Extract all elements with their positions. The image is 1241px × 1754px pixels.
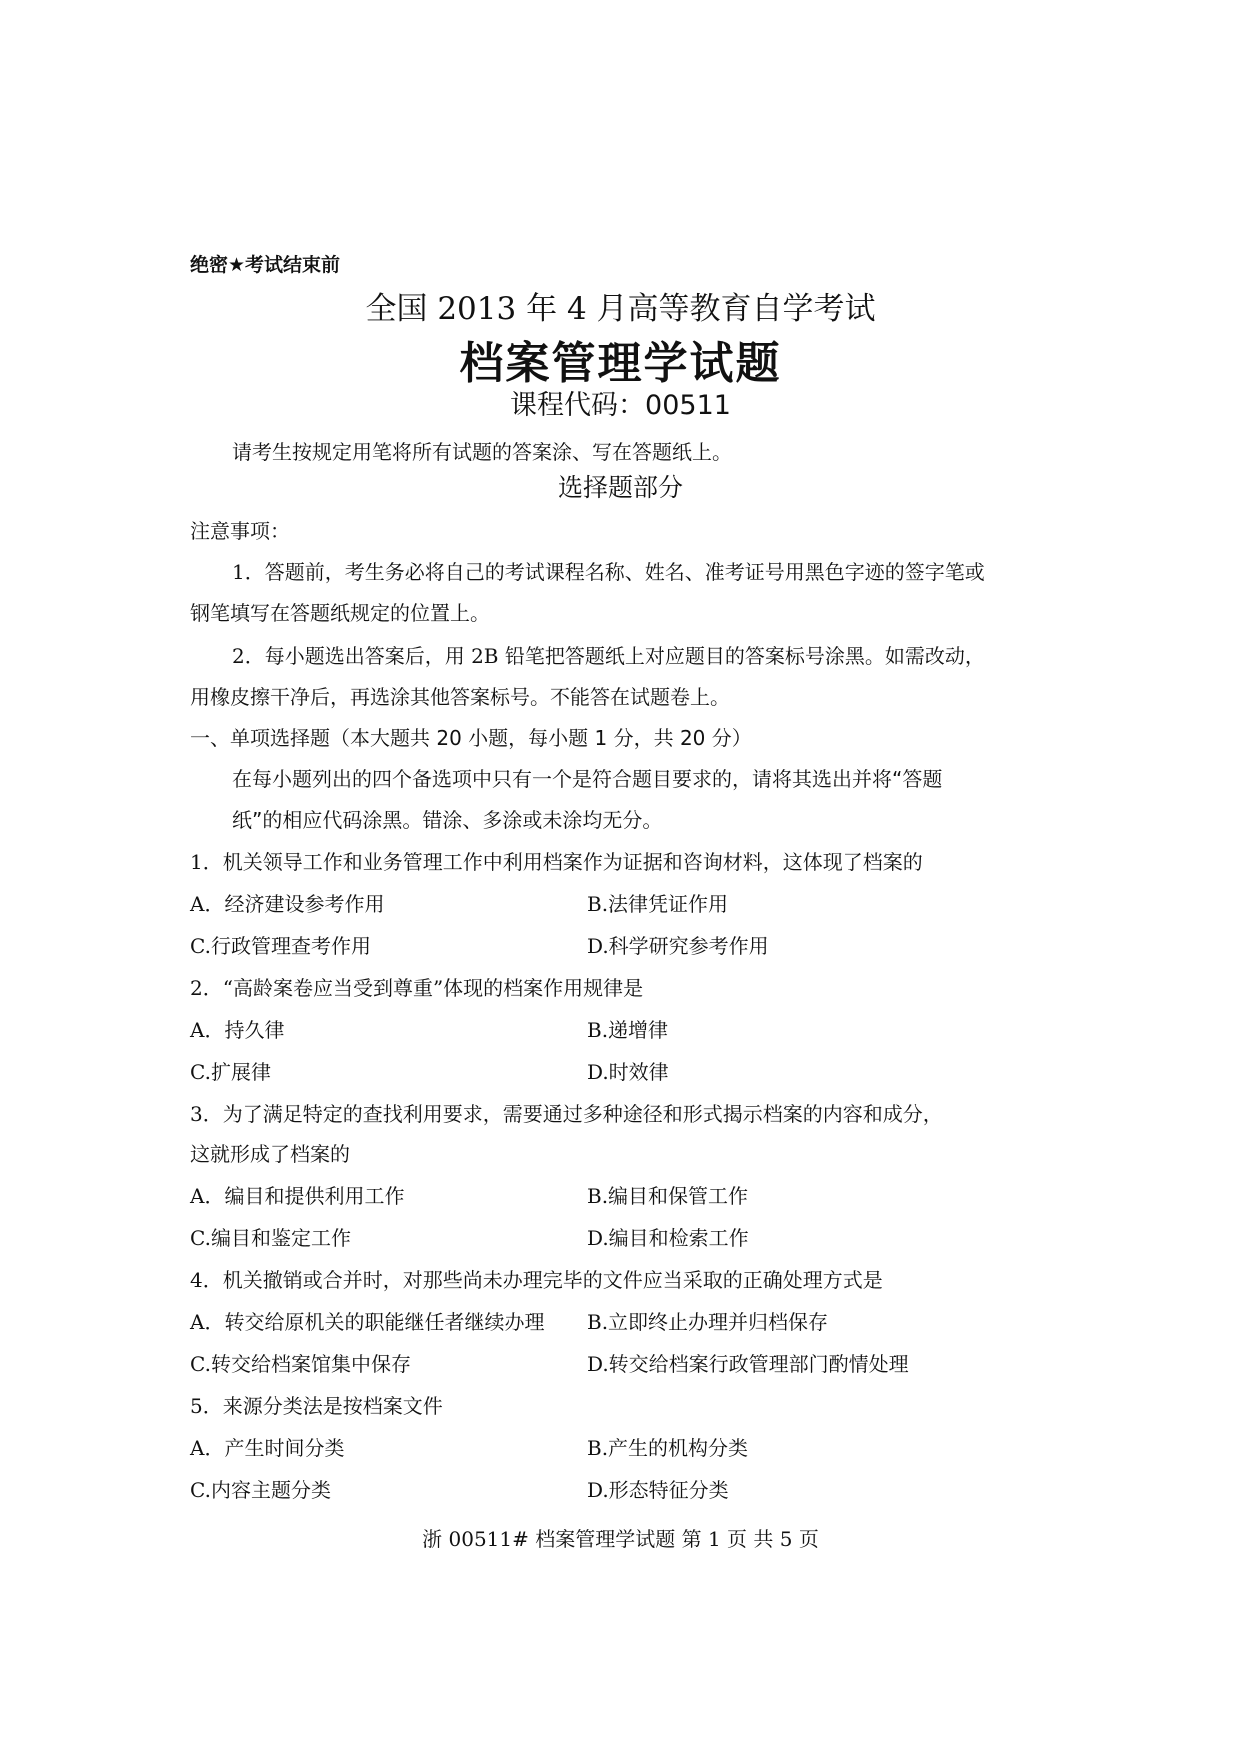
option-a: A．持久律 xyxy=(190,1018,285,1042)
option-b: B.产生的机构分类 xyxy=(587,1436,749,1460)
option-c: C.转交给档案馆集中保存 xyxy=(190,1352,411,1376)
option-a: A．经济建设参考作用 xyxy=(190,892,385,916)
option-b: B.编目和保管工作 xyxy=(587,1184,749,1208)
option-d: D.形态特征分类 xyxy=(587,1478,729,1502)
question-stem-continued: 这就形成了档案的 xyxy=(190,1142,350,1166)
question-stem: 1．机关领导工作和业务管理工作中利用档案作为证据和咨询材料，这体现了档案的 xyxy=(190,850,923,874)
option-d: D.时效律 xyxy=(587,1060,669,1084)
option-c: C.内容主题分类 xyxy=(190,1478,331,1502)
option-d: D.编目和检索工作 xyxy=(587,1226,749,1250)
exam-name: 全国 2013 年 4 月高等教育自学考试 xyxy=(365,291,876,327)
part-1-description-line-1: 在每小题列出的四个备选项中只有一个是符合题目要求的，请将其选出并将“答题 xyxy=(232,767,943,791)
question-stem: 5．来源分类法是按档案文件 xyxy=(190,1394,443,1418)
option-c: C.扩展律 xyxy=(190,1060,271,1084)
option-a: A．编目和提供利用工作 xyxy=(190,1184,405,1208)
part-1-description-line-2: 纸”的相应代码涂黑。错涂、多涂或未涂均无分。 xyxy=(232,808,663,832)
part-1-heading: 一、单项选择题（本大题共 20 小题，每小题 1 分，共 20 分） xyxy=(190,726,752,750)
question-stem: 3．为了满足特定的查找利用要求，需要通过多种途径和形式揭示档案的内容和成分， xyxy=(190,1102,943,1126)
page-title: 档案管理学试题 xyxy=(459,338,782,389)
page-footer: 浙 00511# 档案管理学试题 第 1 页 共 5 页 xyxy=(422,1527,819,1551)
option-c: C.编目和鉴定工作 xyxy=(190,1226,351,1250)
option-b: B.法律凭证作用 xyxy=(587,892,729,916)
option-d: D.科学研究参考作用 xyxy=(587,934,769,958)
notes-title: 注意事项： xyxy=(190,519,290,543)
question-stem: 4．机关撤销或合并时，对那些尚未办理完毕的文件应当采取的正确处理方式是 xyxy=(190,1268,883,1292)
note-item-2-line-1: 2．每小题选出答案后，用 2B 铅笔把答题纸上对应题目的答案标号涂黑。如需改动， xyxy=(232,644,985,668)
option-c: C.行政管理查考作用 xyxy=(190,934,371,958)
section-heading: 选择题部分 xyxy=(557,473,683,502)
option-a: A．转交给原机关的职能继任者继续办理 xyxy=(190,1310,545,1334)
answer-instruction: 请考生按规定用笔将所有试题的答案涂、写在答题纸上。 xyxy=(232,440,732,464)
option-b: B.递增律 xyxy=(587,1018,669,1042)
option-b: B.立即终止办理并归档保存 xyxy=(587,1310,829,1334)
question-stem: 2．“高龄案卷应当受到尊重”体现的档案作用规律是 xyxy=(190,976,644,1000)
note-item-2-line-2: 用橡皮擦干净后，再选涂其他答案标号。不能答在试题卷上。 xyxy=(190,685,730,709)
confidential-label: 绝密★考试结束前 xyxy=(190,254,341,276)
option-a: A．产生时间分类 xyxy=(190,1436,345,1460)
course-code: 课程代码：00511 xyxy=(510,390,731,421)
note-item-1-line-1: 1．答题前，考生务必将自己的考试课程名称、姓名、准考证号用黑色字迹的签字笔或 xyxy=(232,560,985,584)
option-d: D.转交给档案行政管理部门酌情处理 xyxy=(587,1352,909,1376)
note-item-1-line-2: 钢笔填写在答题纸规定的位置上。 xyxy=(190,601,490,625)
